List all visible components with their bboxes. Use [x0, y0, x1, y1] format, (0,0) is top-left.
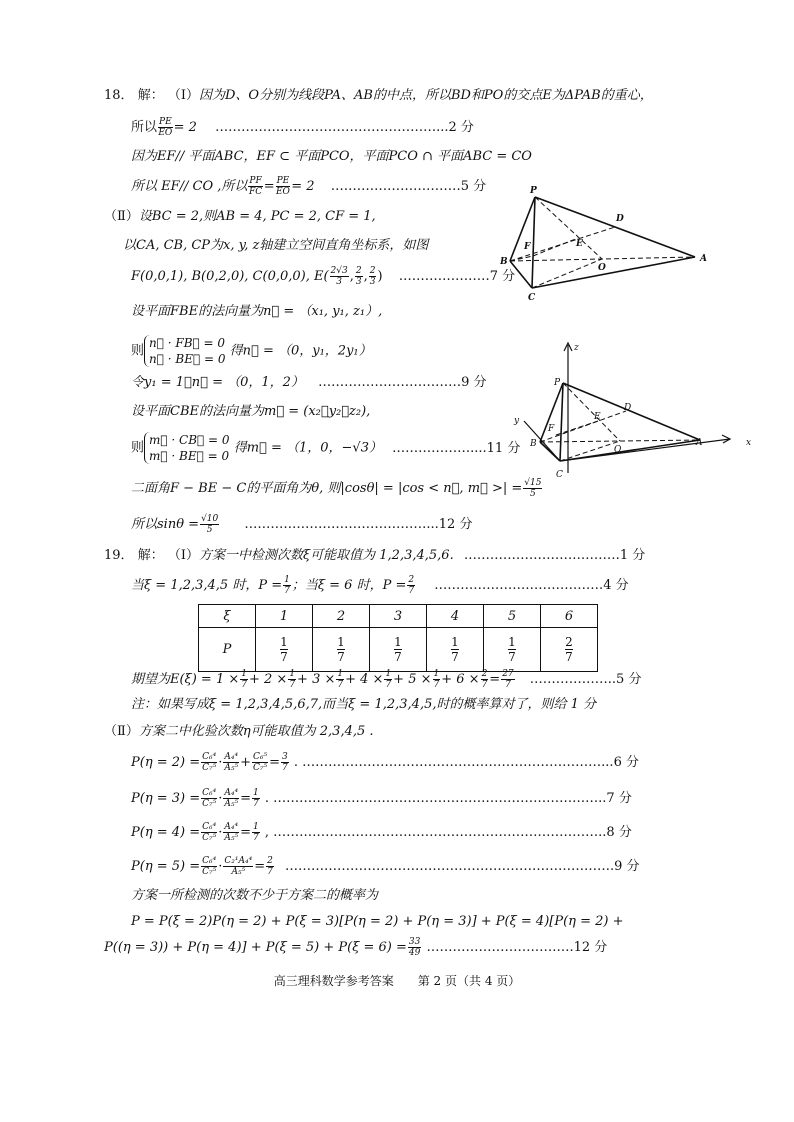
score-dots: . ……………………………………………………………...6 分 — [293, 755, 639, 770]
score-dots: …………………7 分 — [398, 269, 516, 284]
q18-line-7 — [131, 266, 515, 287]
score-dots: …………………………………4 分 — [434, 578, 629, 593]
fraction — [407, 575, 415, 596]
fraction — [481, 669, 489, 690]
denominator: EO — [158, 128, 173, 138]
fraction — [201, 752, 217, 773]
table-cell: P — [199, 628, 256, 672]
fraction — [433, 669, 441, 690]
fraction — [223, 856, 253, 877]
text: = — [269, 755, 281, 770]
q18-line-12 — [131, 432, 520, 464]
text: = — [254, 859, 266, 874]
distribution-table — [198, 604, 598, 672]
edge-PA — [563, 383, 700, 440]
numerator: A₄⁴ — [224, 752, 239, 762]
label-P: P — [530, 186, 537, 196]
text: P((η = 3)) + P(η = 4)] + P(ξ = 5) + P(ξ = 6) = — [104, 940, 407, 955]
denominator: 49 — [408, 948, 421, 958]
label-D: D — [624, 403, 632, 413]
part2-label: （Ⅱ） — [104, 724, 139, 739]
label-B: B — [530, 439, 537, 449]
label-C: C — [556, 470, 563, 480]
denominator: A₅⁵ — [224, 763, 239, 773]
numerator: 33 — [408, 937, 421, 947]
denominator: 7 — [267, 867, 273, 877]
table-cell: 2 — [313, 605, 370, 628]
denominator: C₇⁵ — [202, 799, 217, 809]
table-cell — [313, 628, 370, 672]
label-F: F — [548, 424, 555, 434]
text: 方案一所检测的次数不少于方案二的概率为 — [131, 888, 379, 903]
label-B: B — [500, 257, 508, 267]
text: · — [218, 825, 223, 840]
text: P(η = 4) = — [131, 825, 201, 840]
table-cell: 4 — [427, 605, 484, 628]
score-dots: ………………………………1 分 — [463, 548, 646, 563]
table-cell — [427, 628, 484, 672]
fraction — [501, 669, 514, 690]
denominator: 7 — [451, 649, 459, 664]
fraction — [201, 822, 217, 843]
denominator: C₇⁵ — [202, 867, 217, 877]
text: 因为EF// 平面ABC，EF ⊂ 平面PCO，平面PCO ∩ 平面ABC = CO — [131, 149, 532, 164]
fraction — [355, 266, 363, 287]
figure-tetrahedron — [500, 180, 720, 305]
text: 设平面CBE的法向量为m⃗ = (x₂，y₂，z₂), — [131, 404, 371, 419]
label-D: D — [616, 214, 624, 224]
numerator: C₂¹A₄⁴ — [224, 856, 253, 866]
numerator: C₆⁴ — [202, 856, 217, 866]
equation: m⃗ · BE⃗ = 0 — [149, 449, 230, 463]
numerator: 2 — [408, 575, 415, 585]
q19-line-7 — [104, 937, 607, 958]
numerator: 2√3 — [330, 266, 348, 276]
fraction — [408, 937, 421, 958]
q18-line-10 — [131, 373, 486, 393]
denominator: 7 — [565, 649, 573, 664]
q19-line-3 — [131, 669, 641, 690]
page-footer: 高三理科数学参考答案 第 2 页（共 4 页） — [273, 974, 521, 988]
denominator: 7 — [394, 649, 402, 664]
separator: , — [349, 269, 354, 284]
numerator: 1 — [337, 634, 345, 649]
q18-line-9 — [131, 335, 372, 367]
text: · — [218, 859, 223, 874]
table-cell: ξ — [199, 605, 256, 628]
fraction — [158, 117, 173, 138]
segment-CO — [532, 259, 602, 288]
q19-eq-eta3 — [131, 788, 632, 809]
equation: n⃗ · FB⃗ = 0 — [149, 336, 226, 350]
text: = 2 — [291, 179, 315, 194]
edge-CA — [560, 440, 700, 461]
numerator: √10 — [201, 514, 219, 524]
q18-line-4 — [131, 176, 486, 197]
fraction — [200, 514, 219, 535]
equation: m⃗ · CB⃗ = 0 — [149, 433, 230, 447]
table-cell: 3 — [370, 605, 427, 628]
numerator: 2 — [267, 856, 273, 866]
text: + 3 × — [297, 672, 336, 687]
denominator: 7 — [508, 649, 516, 664]
q19-line-5 — [131, 886, 378, 906]
label-O: O — [598, 263, 606, 273]
table-cell — [256, 628, 313, 672]
denominator: 5 — [206, 525, 213, 535]
equation-system — [144, 335, 225, 367]
score-dots: ………………………………………………………………….9 分 — [285, 859, 640, 874]
denominator: 7 — [481, 680, 488, 690]
denominator: 5 — [529, 489, 536, 499]
denominator: 7 — [280, 649, 288, 664]
numerator: 2 — [565, 634, 573, 649]
edge-PA — [535, 197, 695, 257]
score-dots: ………………..5 分 — [529, 672, 642, 687]
text: 则 — [131, 440, 145, 456]
q19-eq-eta2 — [131, 752, 639, 773]
text: ) — [377, 269, 383, 284]
label-E: E — [594, 412, 601, 422]
text: + 6 × — [441, 672, 480, 687]
numerator: C₆⁴ — [202, 752, 217, 762]
text: 方案二中化验次数η可能取值为 2,3,4,5 . — [138, 724, 374, 739]
fraction — [336, 669, 344, 690]
text: P(η = 2) = — [131, 755, 201, 770]
edge-BA — [510, 257, 695, 261]
figure-coordinate-system — [508, 335, 758, 485]
q19-line-2 — [131, 575, 629, 596]
edge-BC — [540, 442, 560, 461]
denominator: A₅⁵ — [224, 799, 239, 809]
equation-system — [144, 432, 230, 464]
text: 二面角F − BE − C的平面角为θ, 则|cosθ| = |cos < n⃗, m⃗ >| = — [131, 481, 523, 496]
fraction — [276, 176, 291, 197]
text: + 5 × — [393, 672, 432, 687]
denominator: 3 — [369, 277, 376, 287]
text: · — [218, 755, 223, 770]
denominator: 7 — [282, 763, 288, 773]
numerator: A₄⁴ — [224, 822, 239, 832]
numerator: 1 — [253, 822, 259, 832]
text: P(η = 3) = — [131, 791, 201, 806]
fraction — [330, 266, 349, 287]
segment-PO — [563, 383, 620, 441]
numerator: 1 — [337, 669, 344, 679]
numerator: 1 — [508, 634, 516, 649]
numerator: 1 — [289, 669, 296, 679]
text: F(0,0,1), B(0,2,0), C(0,0,0), E( — [131, 269, 329, 284]
text: · — [218, 791, 223, 806]
text: 所以 — [131, 120, 158, 135]
text: 令y₁ = 1，n⃗ = （0，1，2） — [131, 375, 304, 390]
numerator: 1 — [253, 788, 259, 798]
text: = — [263, 179, 275, 194]
part2-label: （Ⅱ） — [104, 209, 139, 224]
q18-line-14 — [131, 514, 472, 535]
fraction — [201, 788, 217, 809]
label-F: F — [524, 242, 531, 252]
q18-jie: 解： — [137, 88, 164, 103]
score-dots: ……………………………9 分 — [318, 375, 487, 390]
edge-PB — [510, 197, 535, 261]
table-cell: 5 — [484, 605, 541, 628]
q18-part1-label: （Ⅰ） — [167, 88, 199, 103]
denominator: 7 — [505, 680, 511, 690]
label-z: z — [574, 343, 579, 353]
score-dots: ……………………………………………...2 分 — [215, 120, 474, 135]
score-dots: …………………………….12 分 — [426, 940, 608, 955]
text: = — [489, 672, 501, 687]
q18-line-8 — [131, 302, 382, 322]
denominator: C₇⁵ — [202, 763, 217, 773]
text: 得n⃗ = （0，y₁，2y₁） — [229, 343, 372, 359]
fraction — [266, 856, 274, 877]
numerator: 1 — [280, 634, 288, 649]
q18-number: 18． — [104, 88, 134, 103]
fraction — [252, 788, 260, 809]
q19-line-1 — [104, 546, 645, 566]
table-cell: 6 — [541, 605, 598, 628]
q19-number: 19． — [104, 548, 134, 563]
segment-CO — [560, 441, 620, 461]
q18-line-2 — [131, 117, 474, 138]
table-cell: 1 — [256, 605, 313, 628]
text: 设平面FBE的法向量为n⃗ = （x₁, y₁, z₁）, — [131, 304, 383, 319]
segment-FE — [533, 238, 578, 256]
numerator: C₆⁴ — [202, 822, 217, 832]
score-dots: ………………....11 分 — [392, 440, 521, 456]
text: 以CA, CB, CP为x, y, z轴建立空间直角坐标系，如图 — [123, 238, 429, 253]
text: + — [240, 755, 252, 770]
q19-line-6 — [131, 912, 623, 932]
text: 所以 EF// CO ,所以 — [131, 179, 248, 194]
denominator: 7 — [241, 680, 247, 690]
fraction — [223, 822, 239, 843]
text: ；当ξ = 6 时，P = — [291, 578, 407, 593]
text: P(η = 5) = — [131, 859, 201, 874]
score-dots: …………………………5 分 — [330, 179, 487, 194]
fraction — [252, 822, 260, 843]
fraction — [283, 575, 291, 596]
denominator: C₇⁵ — [202, 833, 217, 843]
part1-label: （Ⅰ） — [167, 548, 199, 563]
denominator: 3 — [336, 277, 342, 287]
fraction — [201, 856, 217, 877]
numerator: 27 — [502, 669, 514, 679]
numerator: 3 — [282, 752, 288, 762]
denominator: EO — [275, 187, 290, 197]
table-cell — [484, 628, 541, 672]
text: = — [240, 825, 252, 840]
label-E: E — [576, 239, 583, 249]
q19-jie: 解： — [137, 548, 164, 563]
label-C: C — [528, 293, 536, 303]
score-dots: , …………………………………………………………………..8 分 — [264, 825, 632, 840]
denominator: A₅⁵ — [231, 867, 246, 877]
q19-line-4 — [104, 722, 374, 742]
q18-line-6 — [123, 236, 428, 256]
q18-line-13 — [131, 478, 543, 499]
text: 期望为E(ξ) = 1 × — [131, 672, 240, 687]
text: P = P(ξ = 2)P(η = 2) + P(ξ = 3)[P(η = 2) + P(η = 3)] + P(ξ = 4)[P(η = 2) + — [131, 914, 624, 929]
numerator: 1 — [451, 634, 459, 649]
edge-PC — [560, 383, 563, 461]
numerator: PE — [159, 117, 172, 127]
numerator: 1 — [241, 669, 247, 679]
denominator: A₅⁵ — [224, 833, 239, 843]
numerator: 1 — [284, 575, 290, 585]
denominator: 7 — [408, 586, 415, 596]
score-dots: . …………………………………………………………………..7 分 — [264, 791, 632, 806]
label-x: x — [746, 438, 752, 448]
label-O: O — [614, 445, 622, 455]
numerator: C₆⁴ — [202, 788, 217, 798]
numerator: C₆⁵ — [253, 752, 268, 762]
table-cell — [541, 628, 598, 672]
numerator: 1 — [394, 634, 402, 649]
numerator: PF — [249, 176, 262, 186]
denominator: C₇⁵ — [253, 763, 268, 773]
q18-line-5 — [104, 207, 376, 227]
denominator: 3 — [355, 277, 362, 287]
numerator: 2 — [355, 266, 362, 276]
denominator: 7 — [253, 833, 259, 843]
edge-PC — [532, 197, 535, 288]
text: + 2 × — [248, 672, 288, 687]
fraction — [384, 669, 392, 690]
q18-line-11 — [131, 402, 370, 422]
q19-note — [131, 695, 596, 715]
label-A: A — [700, 254, 707, 264]
denominator: 7 — [284, 586, 290, 596]
text: = 2 — [173, 120, 197, 135]
label-y: y — [514, 416, 520, 426]
equation: n⃗ · BE⃗ = 0 — [149, 352, 226, 366]
text: 方案一中检测次数ξ可能取值为 1,2,3,4,5,6. — [198, 548, 454, 563]
table-row — [199, 605, 598, 628]
label-A: A — [696, 438, 703, 448]
numerator: 2 — [369, 266, 376, 276]
denominator: FC — [248, 187, 263, 197]
label-P: P — [554, 378, 561, 388]
fraction — [248, 176, 262, 197]
q18-text: 因为D、O分别为线段PA、AB的中点，所以BD和PO的交点E为ΔPAB的重心， — [198, 88, 653, 103]
text: 设BC = 2,则AB = 4, PC = 2, CF = 1, — [138, 209, 376, 224]
q19-eq-eta5 — [131, 856, 640, 877]
denominator: 7 — [289, 680, 296, 690]
score-dots: ……………………………………...12 分 — [244, 517, 473, 532]
fraction — [369, 266, 377, 287]
edge-CA — [532, 257, 695, 288]
q18-line-3 — [131, 147, 532, 167]
fraction — [223, 752, 239, 773]
fraction — [252, 752, 268, 773]
denominator: 7 — [385, 680, 392, 690]
table-row — [199, 628, 598, 672]
q19-eq-eta4 — [131, 822, 632, 843]
fraction — [288, 669, 296, 690]
text: 则 — [131, 343, 145, 359]
separator: , — [363, 269, 368, 284]
denominator: 7 — [337, 680, 344, 690]
text: 所以sinθ = — [131, 517, 200, 532]
numerator: A₄⁴ — [224, 788, 239, 798]
denominator: 7 — [433, 680, 440, 690]
table-cell — [370, 628, 427, 672]
edge-BC — [510, 261, 532, 288]
fraction — [223, 788, 239, 809]
denominator: 7 — [337, 649, 345, 664]
fraction — [281, 752, 289, 773]
fraction — [240, 669, 248, 690]
text: 注：如果写成ξ = 1,2,3,4,5,6,7,而当ξ = 1,2,3,4,5,时的概率算对了，则给 1 分 — [131, 697, 597, 712]
denominator: 7 — [253, 799, 259, 809]
text: + 4 × — [345, 672, 384, 687]
numerator: PE — [276, 176, 290, 186]
numerator: 2 — [481, 669, 488, 679]
numerator: 1 — [385, 669, 392, 679]
text: 得m⃗ = （1，0，−√3） — [233, 440, 382, 456]
q18-line-1 — [104, 86, 653, 106]
numerator: √15 — [524, 478, 542, 488]
text: 当ξ = 1,2,3,4,5 时，P = — [131, 578, 283, 593]
segment-FE — [556, 421, 598, 435]
numerator: 1 — [433, 669, 440, 679]
text: = — [240, 791, 252, 806]
